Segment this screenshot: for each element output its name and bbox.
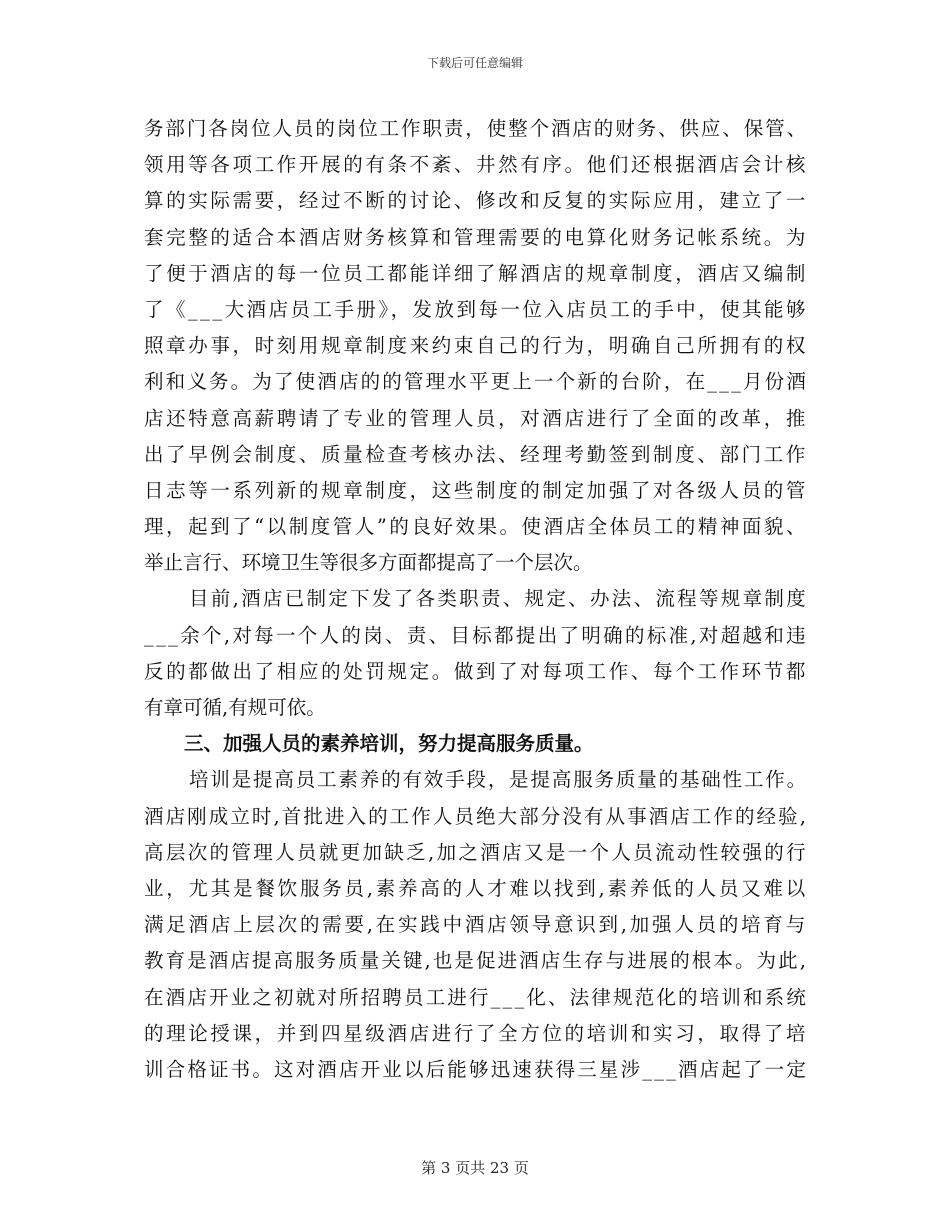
text-line: 理，起到了“以制度管人”的良好效果。使酒店全体员工的精神面貌、 [144, 515, 808, 539]
text-line: 酒店刚成立时,首批进入的工作人员绝大部分没有从事酒店工作的经验, [144, 804, 808, 828]
text-line: 务部门各岗位人员的岗位工作职责，使整个酒店的财务、供应、保管、 [144, 117, 808, 140]
section-heading: 三、加强人员的素养培训，努力提高服务质量。 [184, 732, 594, 756]
text-line: 了《___大酒店员工手册》，发放到每一位入店员工的手中，使其能够 [144, 297, 808, 321]
page-footer: 第 3 页共 23 页 [421, 1159, 529, 1177]
text-line: 了便于酒店的每一位员工都能详细了解酒店的规章制度，酒店又编制 [144, 261, 808, 285]
text-line: 在酒店开业之初就对所招聘员工进行___化、法律规范化的培训和系统 [144, 985, 808, 1009]
text-line: 领用等各项工作开展的有条不紊、井然有序。他们还根据酒店会计核 [144, 153, 808, 177]
text-line: 满足酒店上层次的需要,在实践中酒店领导意识到,加强人员的培育与 [144, 913, 808, 937]
text-line: 算的实际需要，经过不断的讨论、修改和反复的实际应用，建立了一 [144, 189, 808, 213]
text-line: 目前,酒店已制定下发了各类职责、规定、办法、流程等规章制度 [189, 587, 808, 611]
text-line: 日志等一系列新的规章制度，这些制度的制定加强了对各级人员的管 [144, 478, 808, 502]
text-line: 业，尤其是餐饮服务员,素养高的人才难以找到,素养低的人员又难以 [144, 876, 808, 900]
page-header: 下载后可任意编辑 [426, 56, 523, 70]
text-line: 高层次的管理人员就更加缺乏,加之酒店又是一个人员流动性较强的行 [144, 840, 808, 864]
text-line: 有章可循,有规可依。 [144, 696, 326, 719]
text-line: 训合格证书。这对酒店开业以后能够迅速获得三星涉___酒店起了一定 [144, 1057, 808, 1081]
text-line: 反的都做出了相应的处罚规定。做到了对每项工作、每个工作环节都 [144, 659, 808, 683]
text-line: 套完整的适合本酒店财务核算和管理需要的电算化财务记帐系统。为 [144, 225, 808, 249]
text-line: 出了早例会制度、质量检查考核办法、经理考勤签到制度、部门工作 [144, 442, 808, 466]
text-line: 店还特意高薪聘请了专业的管理人员，对酒店进行了全面的改革，推 [144, 406, 808, 430]
document-body [144, 111, 808, 1088]
text-line: 的理论授课，并到四星级酒店进行了全方位的培训和实习，取得了培 [144, 1021, 808, 1045]
text-line: 培训是提高员工素养的有效手段，是提高服务质量的基础性工作。 [189, 768, 808, 792]
text-line: 举止言行、环境卫生等很多方面都提高了一个层次。 [144, 551, 593, 575]
text-line: 照章办事，时刻用规章制度来约束自己的行为，明确自己所拥有的权 [144, 334, 808, 358]
text-line: ___余个,对每一个人的岗、责、目标都提出了明确的标准,对超越和违 [144, 623, 808, 647]
text-line: 教育是酒店提高服务质量关键,也是促进酒店生存与进展的根本。为此, [144, 949, 808, 973]
text-line: 利和义务。为了使酒店的的管理水平更上一个新的台阶，在___月份酒 [144, 370, 808, 394]
